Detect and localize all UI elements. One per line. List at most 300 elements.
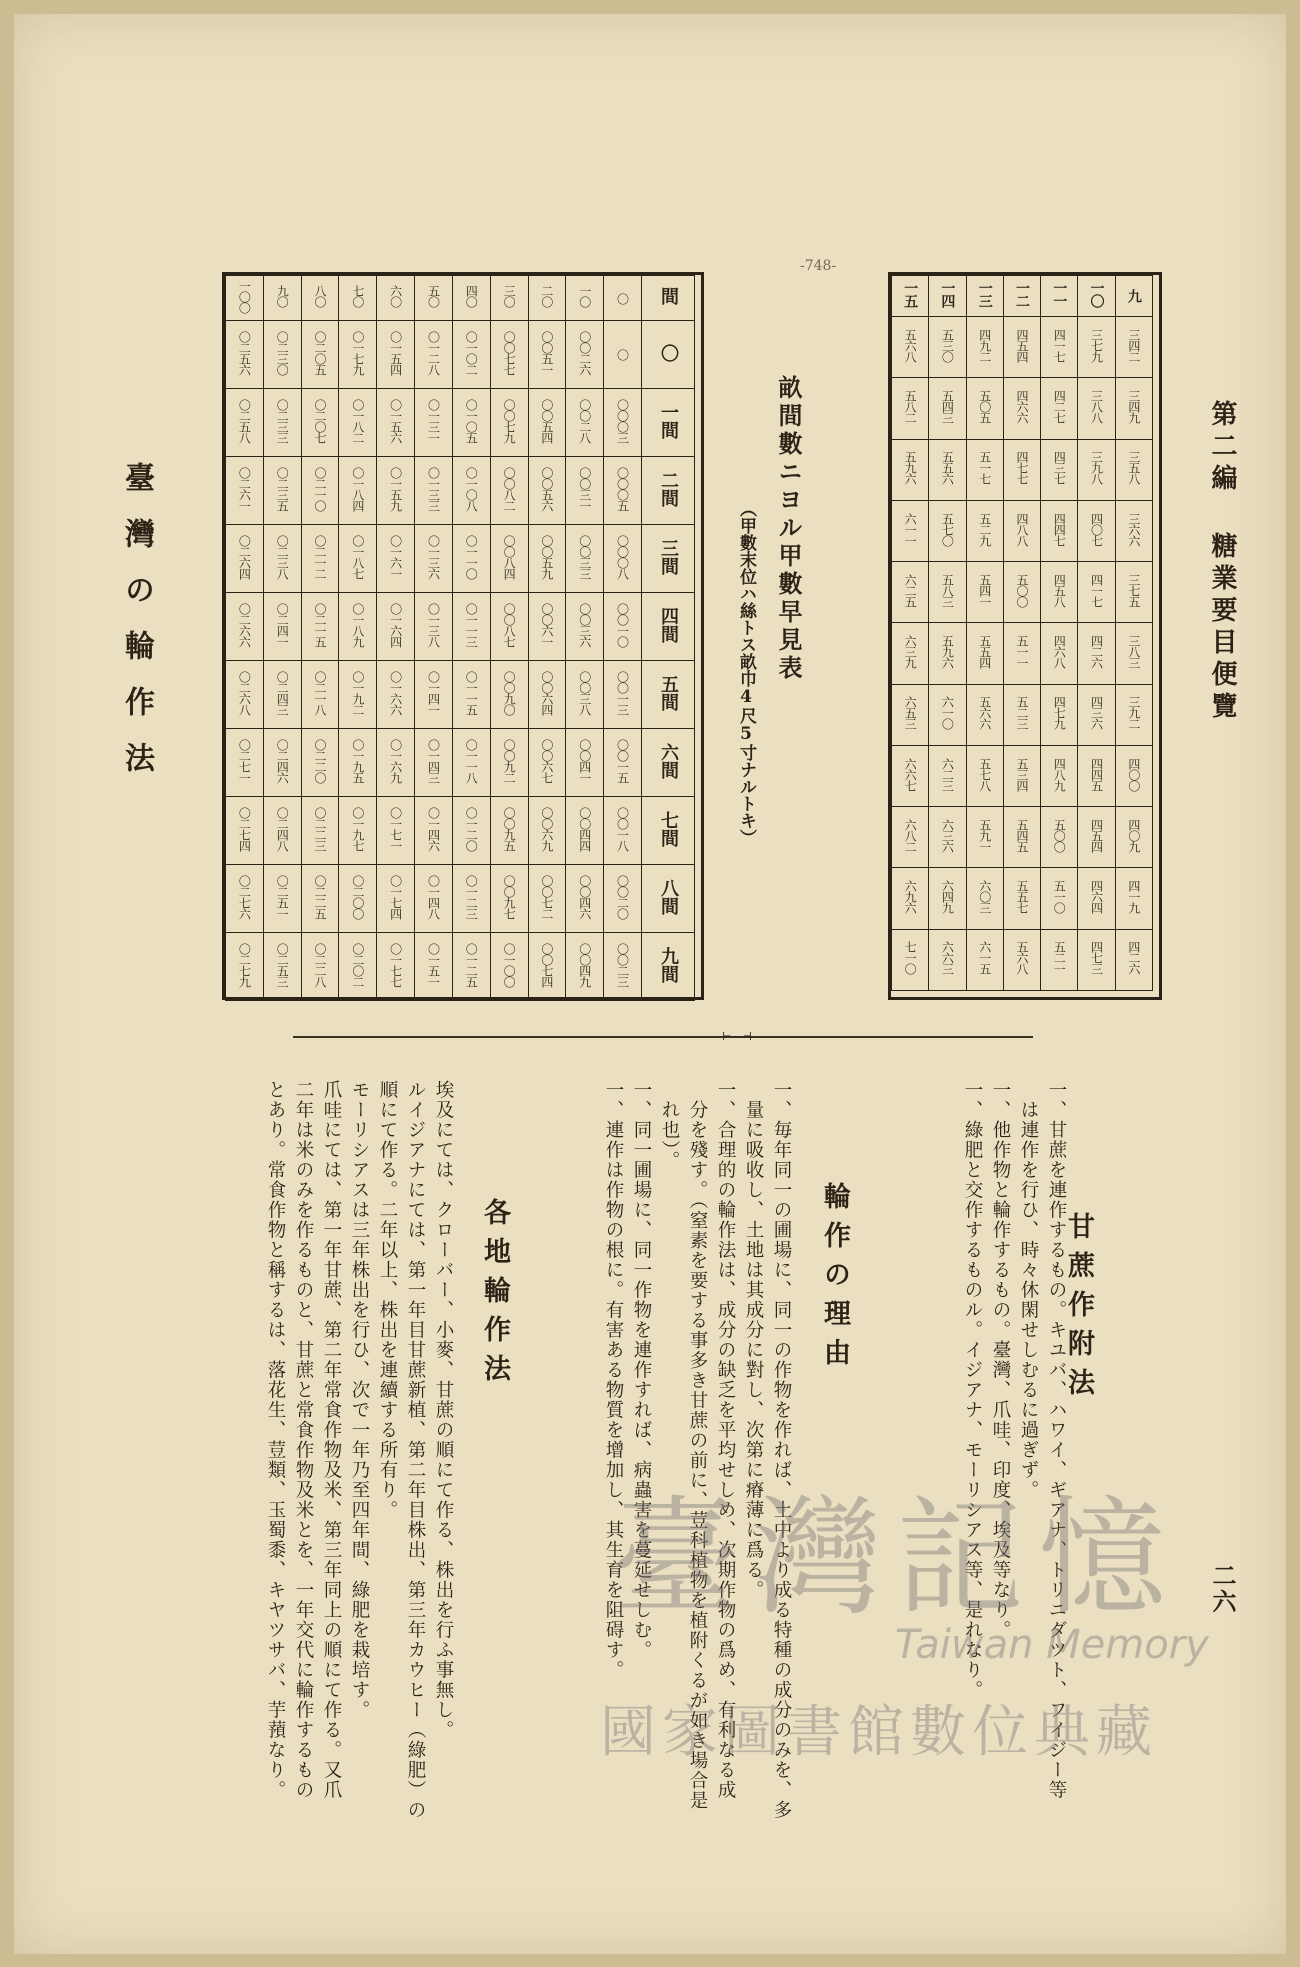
right-table-row bbox=[892, 623, 1153, 684]
left-table-value: 八〇 bbox=[313, 285, 328, 307]
left-table-cell bbox=[301, 729, 339, 797]
left-table-cell bbox=[377, 729, 415, 797]
right-table-cell bbox=[1003, 868, 1040, 929]
left-table-header: 四間 bbox=[657, 606, 679, 643]
left-table-cell bbox=[415, 276, 453, 321]
section1-line: 一、他作物と輪作するもの。臺灣、爪哇、印度、埃及等なり。 bbox=[990, 1080, 1011, 1640]
left-table-cell bbox=[490, 321, 528, 389]
left-table-cell bbox=[604, 933, 642, 1001]
left-table-cell bbox=[415, 593, 453, 661]
left-table-header-cell bbox=[641, 321, 694, 389]
section3-body bbox=[261, 1080, 457, 1960]
right-table-value: 七一〇 bbox=[903, 941, 918, 975]
right-table-cell bbox=[1041, 623, 1078, 684]
right-table-cell bbox=[1078, 745, 1115, 806]
left-table-cell bbox=[604, 797, 642, 865]
right-table-value: 一一 bbox=[1051, 281, 1068, 308]
right-table-cell bbox=[966, 868, 1003, 929]
left-table-cell bbox=[566, 389, 604, 457]
right-table-value: 五九六 bbox=[903, 451, 918, 485]
left-table-value: 〇一一八 bbox=[464, 738, 479, 783]
right-table-cell bbox=[1115, 378, 1152, 439]
left-table-value: 〇一九五 bbox=[350, 738, 365, 783]
left-table-cell bbox=[528, 865, 566, 933]
right-table-value: 四五四 bbox=[1014, 328, 1029, 362]
right-table-cell bbox=[1003, 500, 1040, 561]
section2-line: 分を殘す。（窒素を要する事多き甘蔗の前に、荳科植物を植附くるが如き場合是 bbox=[687, 1080, 708, 1811]
left-table-value: 〇二四三 bbox=[275, 670, 290, 715]
left-table-value: 〇〇四六 bbox=[577, 874, 592, 919]
right-table-cell bbox=[929, 868, 966, 929]
left-table-cell bbox=[528, 933, 566, 1001]
left-table-value: 〇二五六 bbox=[237, 330, 252, 375]
left-table-value: 〇〇八二 bbox=[502, 466, 517, 511]
left-table-cell bbox=[415, 661, 453, 729]
left-table-value: 九〇 bbox=[275, 285, 290, 307]
right-table-value: 五七八 bbox=[977, 757, 992, 791]
section3-line: モーリシアスは三年株出を行ひ、次で一年乃至四年間、綠肥を栽培す。 bbox=[349, 1080, 370, 1720]
left-table-value: 〇〇三八 bbox=[577, 670, 592, 715]
left-table-value: 〇〇六四 bbox=[539, 670, 554, 715]
left-table-header: 間 bbox=[657, 287, 679, 305]
right-table-row bbox=[892, 868, 1153, 929]
right-table-cell bbox=[966, 500, 1003, 561]
left-table-value: 〇〇七四 bbox=[539, 942, 554, 987]
right-table-cell bbox=[1078, 684, 1115, 745]
right-table-cell bbox=[1041, 317, 1078, 378]
right-table-cell bbox=[1078, 378, 1115, 439]
right-table-cell bbox=[1115, 745, 1152, 806]
left-table-cell bbox=[490, 865, 528, 933]
left-table-value: 〇二〇二 bbox=[350, 942, 365, 987]
left-table-value: 〇二三三 bbox=[275, 398, 290, 443]
left-table-value: 〇一三一 bbox=[426, 398, 441, 443]
left-table-header-cell bbox=[641, 276, 694, 321]
left-table-cell bbox=[339, 457, 377, 525]
right-table-value: 五八三 bbox=[940, 573, 955, 607]
right-table-cell bbox=[966, 623, 1003, 684]
left-table-value: 〇一〇〇 bbox=[502, 942, 517, 987]
left-table-cell bbox=[528, 525, 566, 593]
right-table-value: 五三〇 bbox=[940, 328, 955, 362]
right-table-cell bbox=[929, 684, 966, 745]
left-table-value: 〇〇五一 bbox=[539, 330, 554, 375]
right-table-value: 五〇〇 bbox=[1014, 573, 1029, 607]
left-table-header: 五間 bbox=[657, 674, 679, 711]
right-table-value: 五二九 bbox=[977, 512, 992, 546]
left-table-row bbox=[226, 933, 695, 1001]
left-table-cell bbox=[226, 276, 264, 321]
left-table-header-cell bbox=[641, 661, 694, 729]
left-table-value: 一〇 bbox=[577, 285, 592, 307]
right-table-cell bbox=[1003, 439, 1040, 500]
left-table-cell bbox=[415, 321, 453, 389]
right-table-cell bbox=[892, 317, 929, 378]
left-table-cell bbox=[452, 276, 490, 321]
right-table-value: 一三 bbox=[976, 281, 993, 308]
left-table-cell bbox=[566, 593, 604, 661]
left-table-value: 〇二三八 bbox=[275, 534, 290, 579]
right-table-row bbox=[892, 500, 1153, 561]
left-table-value: 五〇 bbox=[426, 285, 441, 307]
right-table-cell bbox=[1078, 562, 1115, 623]
left-table-cell bbox=[301, 389, 339, 457]
left-table-value: 〇〇三一 bbox=[577, 466, 592, 511]
right-table-cell bbox=[966, 807, 1003, 868]
right-table-value: 四一七 bbox=[1052, 328, 1067, 362]
right-table-value: 六二五 bbox=[903, 573, 918, 607]
watermark-calligraphy: 臺灣記憶 bbox=[612, 1484, 1181, 1633]
left-table-value: 〇一二五 bbox=[464, 942, 479, 987]
left-table-value: 〇〇二六 bbox=[577, 330, 592, 375]
right-table-value: 三五八 bbox=[1126, 451, 1141, 485]
left-table-value: 〇〇三六 bbox=[577, 602, 592, 647]
left-table-cell bbox=[226, 797, 264, 865]
left-table-value: 〇一三六 bbox=[426, 534, 441, 579]
right-table-cell bbox=[929, 439, 966, 500]
left-table-value: 〇一七九 bbox=[350, 330, 365, 375]
right-table-value: 五四一 bbox=[977, 573, 992, 607]
section1-line: 一、甘蔗を連作するもの。キユバ、ハワイ、ギアナ、トリニダツト、フイジー等 bbox=[1046, 1080, 1067, 1800]
right-table-value: 三九八 bbox=[1089, 451, 1104, 485]
left-table-value: 〇二七一 bbox=[237, 738, 252, 783]
left-table-cell bbox=[415, 729, 453, 797]
left-table-cell bbox=[263, 593, 301, 661]
left-table-cell bbox=[490, 525, 528, 593]
left-table-header: 七間 bbox=[657, 810, 679, 847]
left-table-value: 〇〇九二 bbox=[502, 738, 517, 783]
right-table-value: 四五四 bbox=[1089, 818, 1104, 852]
left-table-cell bbox=[301, 865, 339, 933]
right-table-value: 六六七 bbox=[903, 757, 918, 791]
left-table-cell bbox=[490, 389, 528, 457]
left-table-cell bbox=[528, 729, 566, 797]
right-table-value: 六四九 bbox=[940, 880, 955, 914]
left-table-cell bbox=[263, 865, 301, 933]
left-table-value: 〇〇〇八 bbox=[615, 534, 630, 579]
right-table-value: 四二七 bbox=[1052, 390, 1067, 424]
left-table-row bbox=[226, 661, 695, 729]
left-table-cell bbox=[415, 457, 453, 525]
right-table-value: 四八八 bbox=[1014, 512, 1029, 546]
left-table-cell bbox=[452, 389, 490, 457]
right-table-value: 六九六 bbox=[903, 880, 918, 914]
right-table-cell bbox=[1115, 684, 1152, 745]
table-note: （甲數末位ハ絲トス畝巾4尺5寸ナルトキ） bbox=[736, 500, 756, 846]
left-table-cell bbox=[226, 661, 264, 729]
left-table-header-cell bbox=[641, 593, 694, 661]
left-table-cell bbox=[604, 321, 642, 389]
right-table-cell bbox=[929, 317, 966, 378]
left-table-cell bbox=[339, 797, 377, 865]
right-table-cell bbox=[1078, 807, 1115, 868]
right-table-value: 五二三 bbox=[1014, 696, 1029, 730]
right-table-value: 六一一 bbox=[903, 512, 918, 546]
right-table-row bbox=[892, 745, 1153, 806]
left-table-header-cell bbox=[641, 797, 694, 865]
running-head: 第二編 糖業要目便覽 bbox=[1207, 400, 1237, 724]
right-table-value: 四四五 bbox=[1089, 757, 1104, 791]
left-table-row bbox=[226, 729, 695, 797]
left-table-row bbox=[226, 389, 695, 457]
right-table-cell bbox=[966, 378, 1003, 439]
right-table-value: 五六八 bbox=[1014, 941, 1029, 975]
left-table-header: 二間 bbox=[657, 470, 679, 507]
left-table-cell bbox=[566, 865, 604, 933]
right-table-cell bbox=[1041, 439, 1078, 500]
left-table-header-cell bbox=[641, 933, 694, 1001]
left-table-value: 〇〇二八 bbox=[577, 398, 592, 443]
right-table-value: 四一七 bbox=[1089, 573, 1104, 607]
right-table-value: 四三六 bbox=[1089, 696, 1104, 730]
left-table-value: 〇〇四一 bbox=[577, 738, 592, 783]
right-table-cell bbox=[892, 378, 929, 439]
left-table-value: 〇〇一〇 bbox=[615, 602, 630, 647]
page-number: 二六 bbox=[1208, 1563, 1237, 1615]
right-table-value: 四六八 bbox=[1052, 635, 1067, 669]
left-table-cell bbox=[490, 797, 528, 865]
right-table-cell bbox=[966, 317, 1003, 378]
left-table-cell bbox=[377, 865, 415, 933]
right-table-cell bbox=[1041, 378, 1078, 439]
right-table-value: 五一七 bbox=[977, 451, 992, 485]
left-table-cell bbox=[415, 389, 453, 457]
left-table-cell bbox=[301, 661, 339, 729]
section1-heading: 甘蔗作附法 bbox=[1063, 1212, 1094, 1407]
left-table-cell bbox=[490, 661, 528, 729]
right-table-value: 一五 bbox=[902, 281, 919, 308]
left-table-cell bbox=[377, 797, 415, 865]
left-side-title: 臺灣の輪作法 bbox=[119, 462, 154, 798]
left-table-value: 〇二六八 bbox=[237, 670, 252, 715]
divider-ornament: ⊢—⊣ bbox=[722, 1030, 752, 1043]
right-table-row bbox=[892, 439, 1153, 500]
section2-line: れ也）。 bbox=[659, 1080, 680, 1171]
left-table-cell bbox=[528, 593, 566, 661]
left-table-row bbox=[226, 457, 695, 525]
left-table-value: 〇〇六七 bbox=[539, 738, 554, 783]
left-table-cell bbox=[604, 276, 642, 321]
right-table-header-cell bbox=[1115, 276, 1152, 317]
section2-line: 一、同一圃場に、同一作物を連作すれば、病蟲害を蔓延せしむ。 bbox=[631, 1080, 652, 1660]
left-table-cell bbox=[339, 276, 377, 321]
left-table-value: 〇二〇〇 bbox=[350, 874, 365, 919]
left-table-cell bbox=[226, 389, 264, 457]
right-table-value: 三七九 bbox=[1089, 328, 1104, 362]
section1-line: 一、綠肥と交作するものル。イジアナ、モーリシアス等、是れなり。 bbox=[962, 1080, 983, 1700]
left-table-value: 〇一二八 bbox=[426, 330, 441, 375]
left-table-cell bbox=[604, 593, 642, 661]
right-table-value: 三四九 bbox=[1126, 390, 1141, 424]
right-table-value: 六三九 bbox=[903, 635, 918, 669]
left-table-cell bbox=[566, 321, 604, 389]
right-table-value: 五五四 bbox=[977, 635, 992, 669]
left-table-value: 〇〇八七 bbox=[502, 602, 517, 647]
right-table-value: 四〇〇 bbox=[1126, 757, 1141, 791]
left-table-value: 〇二三五 bbox=[275, 466, 290, 511]
left-table-value: 〇一一五 bbox=[464, 670, 479, 715]
left-table-cell bbox=[490, 457, 528, 525]
left-table-value: 〇一六一 bbox=[388, 534, 403, 579]
left-table-cell bbox=[604, 525, 642, 593]
left-table-header-cell bbox=[641, 389, 694, 457]
left-table-cell bbox=[415, 933, 453, 1001]
left-table-value: 七〇 bbox=[350, 285, 365, 307]
left-table-cell bbox=[452, 661, 490, 729]
right-table-cell bbox=[892, 929, 929, 990]
right-table-value: 四二六 bbox=[1126, 941, 1141, 975]
left-table-value: 〇二六四 bbox=[237, 534, 252, 579]
right-table-header-cell bbox=[966, 276, 1003, 317]
left-table-value: 〇二二〇 bbox=[313, 738, 328, 783]
left-table-header: 三間 bbox=[657, 538, 679, 575]
section3-line: 順にて作る。二年以上、株出を連續する所有り。 bbox=[377, 1080, 398, 1520]
right-table-row bbox=[892, 562, 1153, 623]
right-table-cell bbox=[1003, 684, 1040, 745]
left-table-value: 〇二七九 bbox=[237, 942, 252, 987]
left-table-value: 三〇 bbox=[502, 285, 517, 307]
right-table-value: 三六六 bbox=[1126, 512, 1141, 546]
section3-line: 爪哇にては、第一年甘蔗、第二年常食作物及米、第三年同上の順にて作る。又爪 bbox=[321, 1080, 342, 1800]
left-table-header-cell bbox=[641, 457, 694, 525]
left-table-cell bbox=[263, 276, 301, 321]
left-table-cell bbox=[339, 661, 377, 729]
right-table-row bbox=[892, 378, 1153, 439]
left-table-value: 〇二五一 bbox=[275, 874, 290, 919]
left-table-header: 一間 bbox=[657, 402, 679, 439]
left-table-value: 〇一〇二 bbox=[464, 330, 479, 375]
left-table-cell bbox=[528, 661, 566, 729]
left-table-value: 〇〇九〇 bbox=[502, 670, 517, 715]
left-table-cell bbox=[604, 729, 642, 797]
right-table-cell bbox=[1003, 317, 1040, 378]
right-table-value: 四〇九 bbox=[1126, 818, 1141, 852]
left-table-value: 〇一四六 bbox=[426, 806, 441, 851]
left-table-cell bbox=[490, 276, 528, 321]
right-table-value: 五四五 bbox=[1014, 818, 1029, 852]
left-table-row bbox=[226, 593, 695, 661]
right-table-value: 六五三 bbox=[903, 696, 918, 730]
right-table-cell bbox=[966, 439, 1003, 500]
right-table-value: 四七七 bbox=[1014, 451, 1029, 485]
section3-line: とあり。常食作物と稱するは、落花生、荳類、玉蜀黍、キヤツサバ、芋蕷なり。 bbox=[265, 1080, 286, 1800]
right-table-value: 六〇三 bbox=[977, 880, 992, 914]
left-table-cell bbox=[263, 933, 301, 1001]
left-table-value: 〇一四三 bbox=[426, 738, 441, 783]
left-table-value: 〇〇〇三 bbox=[615, 398, 630, 443]
left-table-cell bbox=[263, 729, 301, 797]
section2-line: 一、連作は作物の根に。有害ある物質を增加し、其生育を阻碍す。 bbox=[603, 1080, 624, 1680]
left-table-value: 〇一四一 bbox=[426, 670, 441, 715]
right-table-cell bbox=[1115, 807, 1152, 868]
right-table-value: 六二三 bbox=[940, 757, 955, 791]
left-table-value: 〇一八四 bbox=[350, 466, 365, 511]
right-table-value: 三八八 bbox=[1089, 390, 1104, 424]
left-table-cell bbox=[377, 661, 415, 729]
left-table-value: 〇二四一 bbox=[275, 602, 290, 647]
right-table-value: 四九二 bbox=[977, 328, 992, 362]
right-number-table bbox=[891, 275, 1153, 991]
right-table-value: 一二 bbox=[1013, 281, 1030, 308]
left-table-cell bbox=[301, 525, 339, 593]
right-table-value: 五二一 bbox=[1052, 941, 1067, 975]
right-table-value: 六一〇 bbox=[940, 696, 955, 730]
left-table-cell bbox=[263, 525, 301, 593]
left-table-value: 〇二四六 bbox=[275, 738, 290, 783]
right-table-value: 一四 bbox=[939, 281, 956, 308]
left-table-value: 〇一六四 bbox=[388, 602, 403, 647]
right-table-value: 四四七 bbox=[1052, 512, 1067, 546]
right-table-cell bbox=[929, 378, 966, 439]
left-table-cell bbox=[604, 457, 642, 525]
right-table-cell bbox=[929, 623, 966, 684]
right-table-cell bbox=[1003, 807, 1040, 868]
left-table-cell bbox=[339, 729, 377, 797]
right-table-cell bbox=[1041, 562, 1078, 623]
right-table-cell bbox=[1041, 807, 1078, 868]
right-table-value: 四七九 bbox=[1052, 696, 1067, 730]
left-table-value: 〇〇七二 bbox=[539, 874, 554, 919]
left-table-cell bbox=[226, 321, 264, 389]
left-table-cell bbox=[452, 321, 490, 389]
left-table-cell bbox=[528, 321, 566, 389]
right-table-value: 五九六 bbox=[940, 635, 955, 669]
left-table-value: 〇〇一五 bbox=[615, 738, 630, 783]
left-table-value: 〇一〇八 bbox=[464, 466, 479, 511]
right-table-value: 六八二 bbox=[903, 818, 918, 852]
right-table-value: 五六八 bbox=[903, 328, 918, 362]
right-table-value: 五七〇 bbox=[940, 512, 955, 546]
left-table-value: 〇二一〇 bbox=[313, 466, 328, 511]
right-table-header-cell bbox=[929, 276, 966, 317]
watermark-english: Taiwan Memory bbox=[895, 1622, 1209, 1668]
left-table-cell bbox=[415, 865, 453, 933]
left-table-cell bbox=[528, 797, 566, 865]
left-table-value: 〇〇四九 bbox=[577, 942, 592, 987]
right-table-value: 六三六 bbox=[940, 818, 955, 852]
right-table-value: 四〇七 bbox=[1089, 512, 1104, 546]
right-table-cell bbox=[892, 684, 929, 745]
right-table-cell bbox=[966, 929, 1003, 990]
left-table-value: 〇 bbox=[615, 292, 630, 304]
left-table-value: 〇〇五四 bbox=[539, 398, 554, 443]
left-table-row bbox=[226, 321, 695, 389]
left-table-value: 〇一五九 bbox=[388, 466, 403, 511]
stamp-mark: -748- bbox=[800, 258, 837, 274]
watermark-library: 國家圖書館數位典藏 bbox=[600, 1700, 1158, 1765]
left-table-value: 〇〇五九 bbox=[539, 534, 554, 579]
left-table-header: 八間 bbox=[657, 878, 679, 915]
left-table-cell bbox=[301, 457, 339, 525]
left-table-cell bbox=[339, 593, 377, 661]
left-table-cell bbox=[566, 525, 604, 593]
left-table-value: 〇一八七 bbox=[350, 534, 365, 579]
left-table-value: 〇一一〇 bbox=[464, 534, 479, 579]
left-table-value: 〇一五六 bbox=[388, 398, 403, 443]
section3-line: ルイジアナにては、第一年目甘蔗新植、第二年目株出、第三年カウヒー（綠肥）の bbox=[405, 1080, 426, 1820]
right-table-cell bbox=[1041, 500, 1078, 561]
right-table-cell bbox=[1003, 929, 1040, 990]
section1-line: は連作を行ひ、時々休閑せしむるに過ぎず。 bbox=[1018, 1080, 1039, 1500]
right-table-cell bbox=[966, 562, 1003, 623]
right-table-header-cell bbox=[1078, 276, 1115, 317]
right-table-value: 四八九 bbox=[1052, 757, 1067, 791]
right-table-value: 三七五 bbox=[1126, 573, 1141, 607]
left-table-value: 〇〇四四 bbox=[577, 806, 592, 851]
left-table-value: 〇二五三 bbox=[275, 942, 290, 987]
right-table-value: 四六四 bbox=[1089, 880, 1104, 914]
left-table-value: 〇一九七 bbox=[350, 806, 365, 851]
